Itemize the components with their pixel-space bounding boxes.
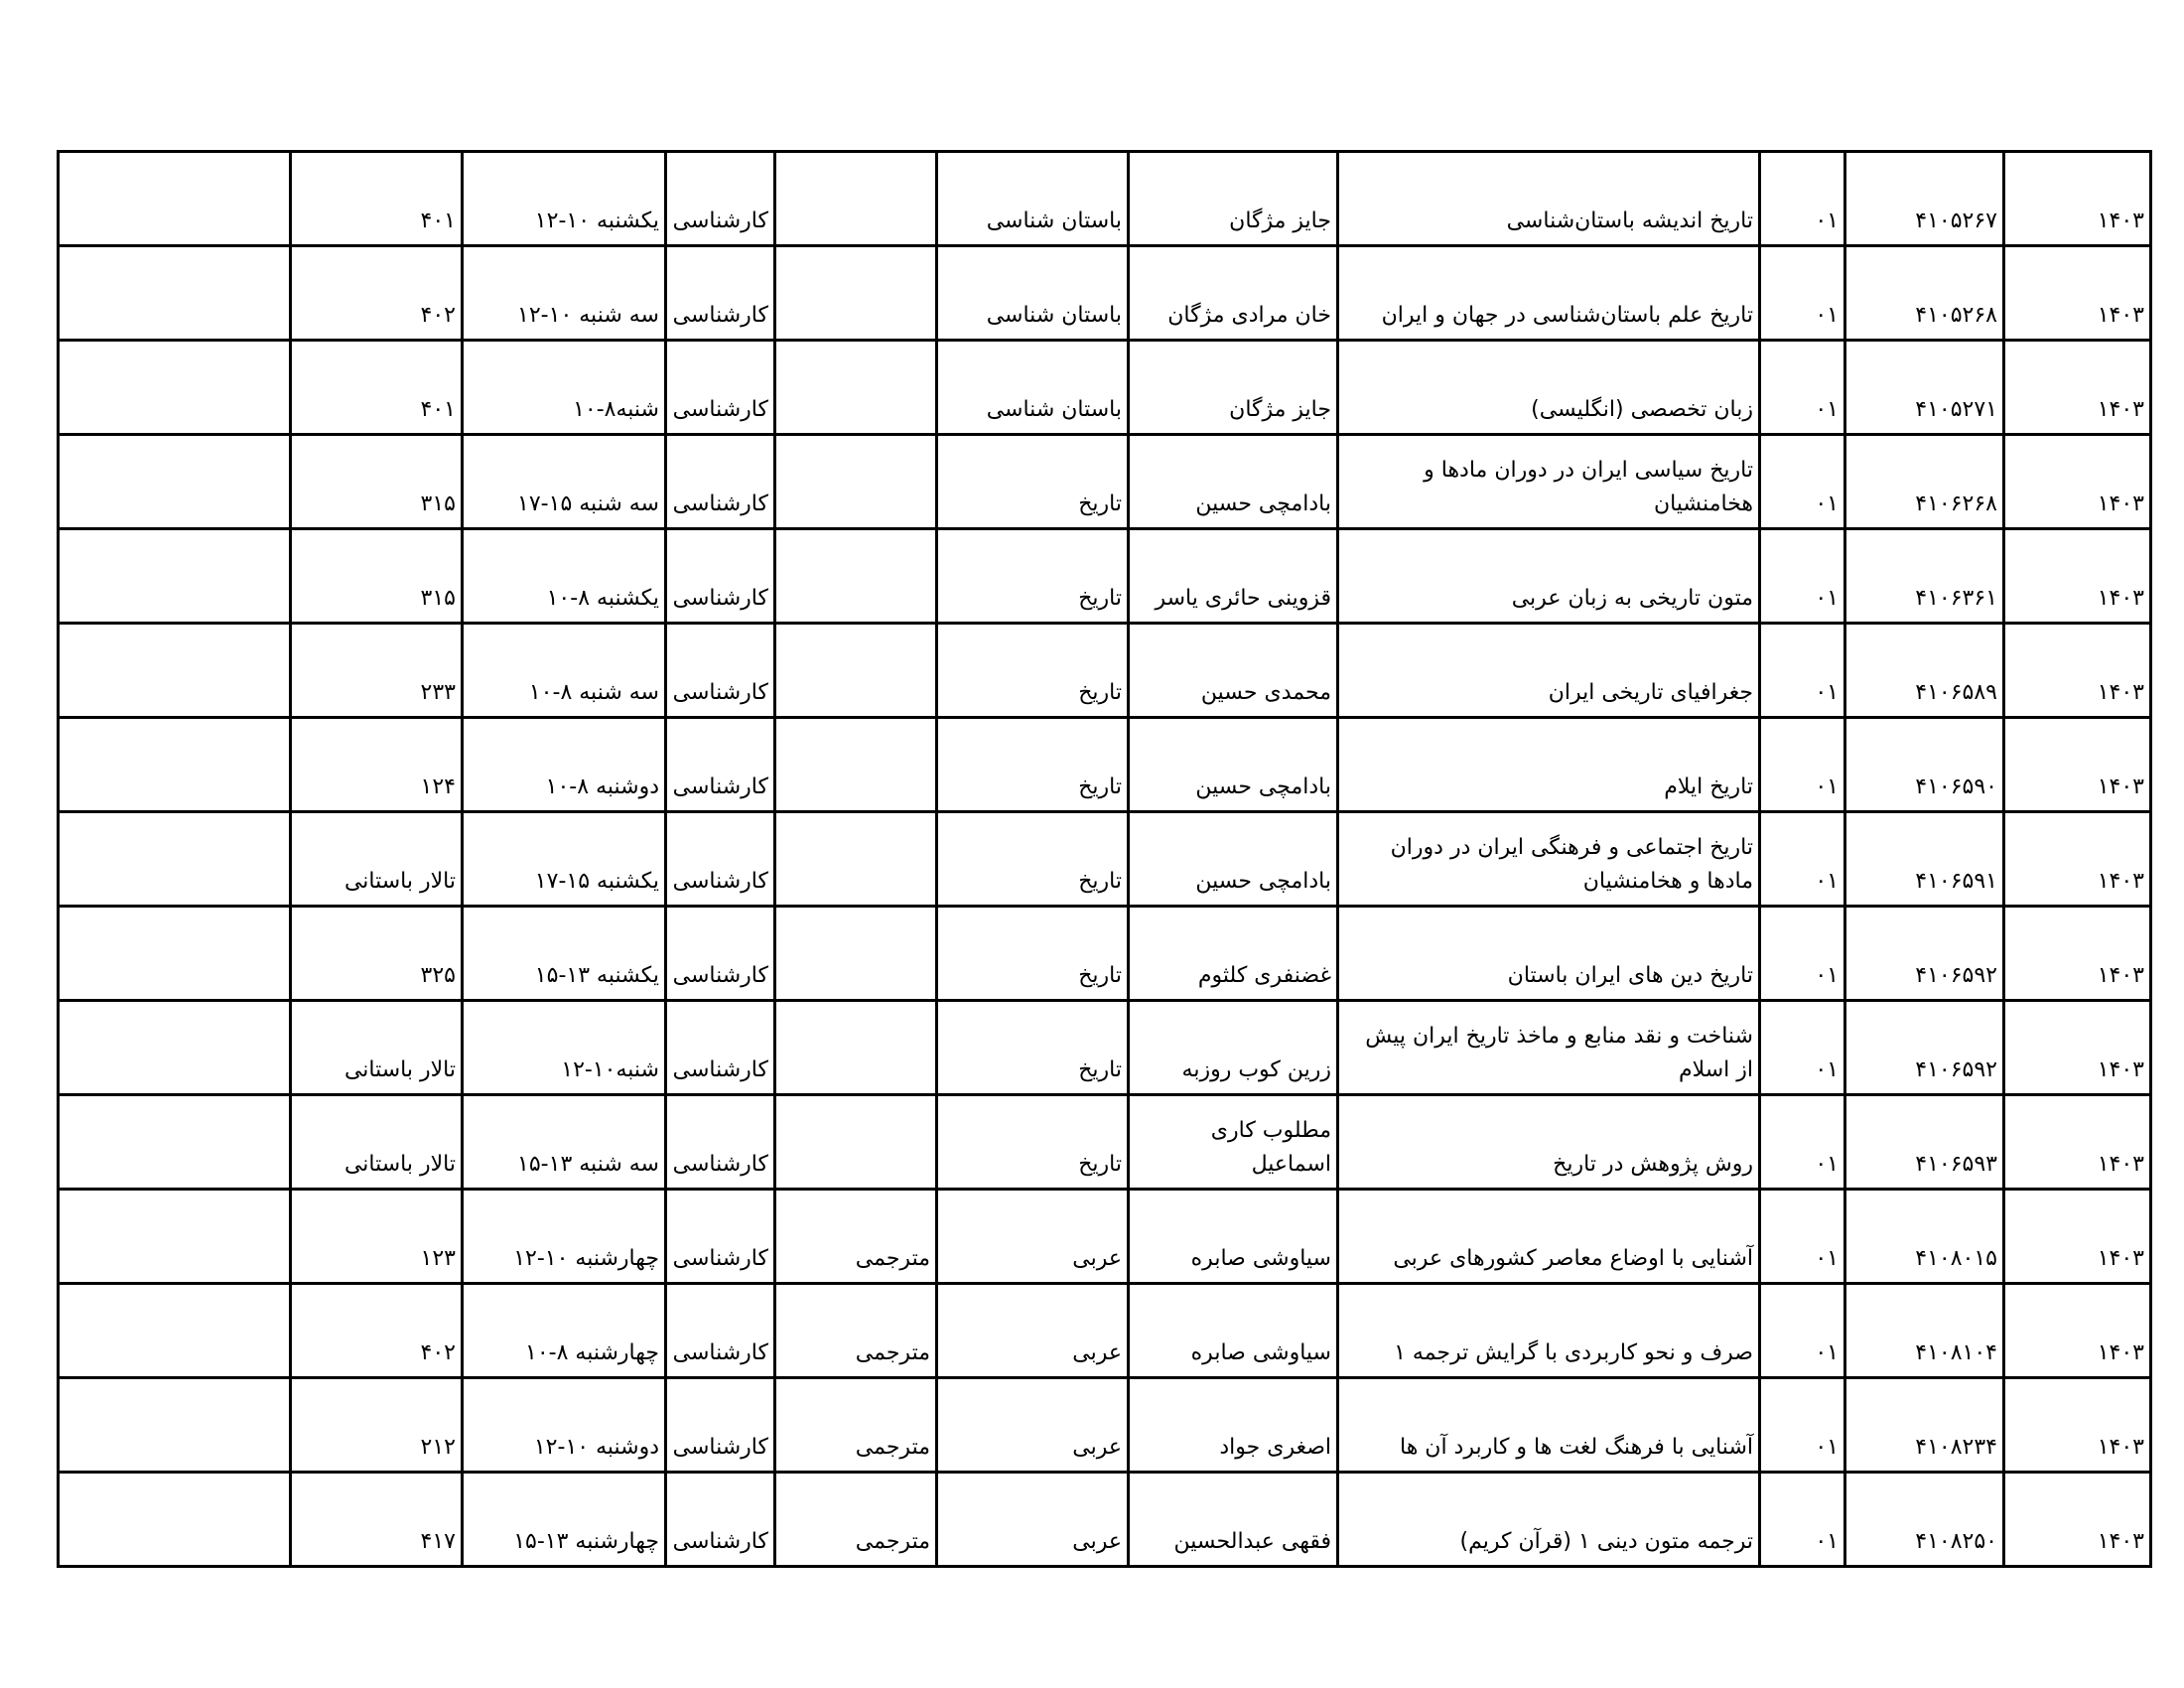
level-cell: کارشناسی (666, 907, 775, 1001)
orientation-cell (775, 812, 937, 907)
group-cell: ۰۱ (1760, 152, 1845, 246)
course-title-cell: تاریخ ایلام (1338, 718, 1760, 812)
group-cell: ۰۱ (1760, 907, 1845, 1001)
field-cell: عربی (937, 1190, 1129, 1284)
note-cell (59, 907, 291, 1001)
instructor-cell: بادامچی حسین (1129, 718, 1338, 812)
room-cell: تالار باستانی (291, 812, 463, 907)
room-cell: ۲۱۲ (291, 1378, 463, 1473)
field-cell: تاریخ (937, 529, 1129, 624)
year-cell: ۱۴۰۳ (2004, 152, 2151, 246)
table-row (59, 1190, 2151, 1284)
time-cell: یکشنبه ۱۰-۱۲ (463, 152, 666, 246)
room-cell: ۴۰۲ (291, 246, 463, 341)
table-row (59, 1284, 2151, 1378)
time-cell: یکشنبه ۱۳-۱۵ (463, 907, 666, 1001)
level-cell: کارشناسی (666, 152, 775, 246)
course-code-cell: ۴۱۰۶۲۶۸ (1845, 435, 2004, 529)
level-cell: کارشناسی (666, 435, 775, 529)
instructor-cell: زرین کوب روزبه (1129, 1001, 1338, 1095)
orientation-cell (775, 341, 937, 435)
table-row (59, 907, 2151, 1001)
orientation-cell: مترجمی (775, 1473, 937, 1567)
note-cell (59, 1378, 291, 1473)
note-cell (59, 246, 291, 341)
note-cell (59, 341, 291, 435)
course-title-cell: ترجمه متون دینی ۱ (قرآن کریم) (1338, 1473, 1760, 1567)
course-code-cell: ۴۱۰۶۳۶۱ (1845, 529, 2004, 624)
field-cell: باستان شناسی (937, 341, 1129, 435)
course-schedule-table (57, 150, 2152, 1568)
time-cell: یکشنبه ۱۵-۱۷ (463, 812, 666, 907)
note-cell (59, 152, 291, 246)
group-cell: ۰۱ (1760, 812, 1845, 907)
time-cell: دوشنبه ۱۰-۱۲ (463, 1378, 666, 1473)
time-cell: سه شنبه ۱۰-۱۲ (463, 246, 666, 341)
level-cell: کارشناسی (666, 1001, 775, 1095)
field-cell: عربی (937, 1284, 1129, 1378)
level-cell: کارشناسی (666, 718, 775, 812)
course-title-cell: روش پژوهش در تاریخ (1338, 1095, 1760, 1190)
room-cell: ۴۱۷ (291, 1473, 463, 1567)
table-row (59, 1378, 2151, 1473)
year-cell: ۱۴۰۳ (2004, 529, 2151, 624)
field-cell: باستان شناسی (937, 246, 1129, 341)
group-cell: ۰۱ (1760, 1095, 1845, 1190)
course-code-cell: ۴۱۰۸۰۱۵ (1845, 1190, 2004, 1284)
field-cell: تاریخ (937, 624, 1129, 718)
year-cell: ۱۴۰۳ (2004, 435, 2151, 529)
course-code-cell: ۴۱۰۵۲۶۷ (1845, 152, 2004, 246)
table-row (59, 812, 2151, 907)
room-cell: ۴۰۱ (291, 341, 463, 435)
course-title-cell: آشنایی با اوضاع معاصر کشورهای عربی (1338, 1190, 1760, 1284)
room-cell: ۱۲۴ (291, 718, 463, 812)
level-cell: کارشناسی (666, 341, 775, 435)
course-code-cell: ۴۱۰۶۵۹۱ (1845, 812, 2004, 907)
time-cell: شنبه۱۰-۱۲ (463, 1001, 666, 1095)
year-cell: ۱۴۰۳ (2004, 246, 2151, 341)
orientation-cell: مترجمی (775, 1190, 937, 1284)
table-row (59, 1001, 2151, 1095)
group-cell: ۰۱ (1760, 1378, 1845, 1473)
group-cell: ۰۱ (1760, 624, 1845, 718)
course-title-cell: تاریخ دین های ایران باستان (1338, 907, 1760, 1001)
time-cell: چهارشنبه ۱۳-۱۵ (463, 1473, 666, 1567)
group-cell: ۰۱ (1760, 718, 1845, 812)
instructor-cell: جایز مژگان (1129, 152, 1338, 246)
time-cell: چهارشنبه ۸-۱۰ (463, 1284, 666, 1378)
room-cell: ۳۲۵ (291, 907, 463, 1001)
group-cell: ۰۱ (1760, 1473, 1845, 1567)
course-title-cell: جغرافیای تاریخی ایران (1338, 624, 1760, 718)
year-cell: ۱۴۰۳ (2004, 1095, 2151, 1190)
group-cell: ۰۱ (1760, 341, 1845, 435)
note-cell (59, 718, 291, 812)
field-cell: تاریخ (937, 1095, 1129, 1190)
time-cell: چهارشنبه ۱۰-۱۲ (463, 1190, 666, 1284)
field-cell: تاریخ (937, 1001, 1129, 1095)
note-cell (59, 1001, 291, 1095)
time-cell: شنبه۸-۱۰ (463, 341, 666, 435)
course-code-cell: ۴۱۰۶۵۹۲ (1845, 1001, 2004, 1095)
level-cell: کارشناسی (666, 1378, 775, 1473)
field-cell: عربی (937, 1378, 1129, 1473)
table-row (59, 718, 2151, 812)
level-cell: کارشناسی (666, 1095, 775, 1190)
table-row (59, 152, 2151, 246)
instructor-cell: مطلوب کاری اسماعیل (1129, 1095, 1338, 1190)
orientation-cell (775, 624, 937, 718)
course-code-cell: ۴۱۰۸۲۵۰ (1845, 1473, 2004, 1567)
group-cell: ۰۱ (1760, 1001, 1845, 1095)
instructor-cell: بادامچی حسین (1129, 812, 1338, 907)
level-cell: کارشناسی (666, 1284, 775, 1378)
group-cell: ۰۱ (1760, 1190, 1845, 1284)
field-cell: تاریخ (937, 718, 1129, 812)
group-cell: ۰۱ (1760, 246, 1845, 341)
course-title-cell: تاریخ علم باستان‌شناسی در جهان و ایران (1338, 246, 1760, 341)
group-cell: ۰۱ (1760, 1284, 1845, 1378)
orientation-cell: مترجمی (775, 1378, 937, 1473)
note-cell (59, 812, 291, 907)
course-code-cell: ۴۱۰۸۲۳۴ (1845, 1378, 2004, 1473)
level-cell: کارشناسی (666, 812, 775, 907)
note-cell (59, 624, 291, 718)
room-cell: ۳۱۵ (291, 529, 463, 624)
room-cell: ۳۱۵ (291, 435, 463, 529)
year-cell: ۱۴۰۳ (2004, 1190, 2151, 1284)
instructor-cell: قزوینی حائری یاسر (1129, 529, 1338, 624)
instructor-cell: خان مرادی مژگان (1129, 246, 1338, 341)
group-cell: ۰۱ (1760, 435, 1845, 529)
level-cell: کارشناسی (666, 529, 775, 624)
time-cell: یکشنبه ۸-۱۰ (463, 529, 666, 624)
instructor-cell: محمدی حسین (1129, 624, 1338, 718)
year-cell: ۱۴۰۳ (2004, 1378, 2151, 1473)
room-cell: ۲۳۳ (291, 624, 463, 718)
course-title-cell: متون تاریخی به زبان عربی (1338, 529, 1760, 624)
group-cell: ۰۱ (1760, 529, 1845, 624)
note-cell (59, 529, 291, 624)
year-cell: ۱۴۰۳ (2004, 907, 2151, 1001)
year-cell: ۱۴۰۳ (2004, 341, 2151, 435)
table-body (59, 152, 2151, 1567)
room-cell: تالار باستانی (291, 1001, 463, 1095)
table-row (59, 529, 2151, 624)
table-row (59, 1095, 2151, 1190)
instructor-cell: غضنفری کلثوم (1129, 907, 1338, 1001)
instructor-cell: اصغری جواد (1129, 1378, 1338, 1473)
course-title-cell: تاریخ اندیشه باستان‌شناسی (1338, 152, 1760, 246)
table-row (59, 435, 2151, 529)
note-cell (59, 435, 291, 529)
orientation-cell (775, 907, 937, 1001)
field-cell: باستان شناسی (937, 152, 1129, 246)
level-cell: کارشناسی (666, 1190, 775, 1284)
time-cell: دوشنبه ۸-۱۰ (463, 718, 666, 812)
orientation-cell (775, 1095, 937, 1190)
course-code-cell: ۴۱۰۵۲۷۱ (1845, 341, 2004, 435)
orientation-cell: مترجمی (775, 1284, 937, 1378)
year-cell: ۱۴۰۳ (2004, 812, 2151, 907)
year-cell: ۱۴۰۳ (2004, 718, 2151, 812)
time-cell: سه شنبه ۱۳-۱۵ (463, 1095, 666, 1190)
orientation-cell (775, 152, 937, 246)
level-cell: کارشناسی (666, 246, 775, 341)
orientation-cell (775, 435, 937, 529)
time-cell: سه شنبه ۱۵-۱۷ (463, 435, 666, 529)
table-row (59, 341, 2151, 435)
course-code-cell: ۴۱۰۶۵۹۰ (1845, 718, 2004, 812)
field-cell: تاریخ (937, 907, 1129, 1001)
course-code-cell: ۴۱۰۸۱۰۴ (1845, 1284, 2004, 1378)
instructor-cell: سیاوشی صابره (1129, 1190, 1338, 1284)
level-cell: کارشناسی (666, 1473, 775, 1567)
field-cell: عربی (937, 1473, 1129, 1567)
course-code-cell: ۴۱۰۶۵۸۹ (1845, 624, 2004, 718)
instructor-cell: سیاوشی صابره (1129, 1284, 1338, 1378)
course-title-cell: شناخت و نقد منابع و ماخذ تاریخ ایران پیش از اسلام (1338, 1001, 1760, 1095)
instructor-cell: جایز مژگان (1129, 341, 1338, 435)
room-cell: ۴۰۲ (291, 1284, 463, 1378)
course-title-cell: آشنایی با فرهنگ لغت ها و کاربرد آن ها (1338, 1378, 1760, 1473)
note-cell (59, 1095, 291, 1190)
time-cell: سه شنبه ۸-۱۰ (463, 624, 666, 718)
orientation-cell (775, 1001, 937, 1095)
course-title-cell: زبان تخصصی (انگلیسی) (1338, 341, 1760, 435)
year-cell: ۱۴۰۳ (2004, 1473, 2151, 1567)
field-cell: تاریخ (937, 812, 1129, 907)
orientation-cell (775, 246, 937, 341)
room-cell: ۱۲۳ (291, 1190, 463, 1284)
instructor-cell: بادامچی حسین (1129, 435, 1338, 529)
table-row (59, 246, 2151, 341)
year-cell: ۱۴۰۳ (2004, 1284, 2151, 1378)
course-title-cell: صرف و نحو کاربردی با گرایش ترجمه ۱ (1338, 1284, 1760, 1378)
course-title-cell: تاریخ سیاسی ایران در دوران مادها و هخامنشیان (1338, 435, 1760, 529)
year-cell: ۱۴۰۳ (2004, 1001, 2151, 1095)
orientation-cell (775, 529, 937, 624)
course-title-cell: تاریخ اجتماعی و فرهنگی ایران در دوران مادها و هخامنشیان (1338, 812, 1760, 907)
note-cell (59, 1190, 291, 1284)
note-cell (59, 1284, 291, 1378)
year-cell: ۱۴۰۳ (2004, 624, 2151, 718)
orientation-cell (775, 718, 937, 812)
course-code-cell: ۴۱۰۶۵۹۳ (1845, 1095, 2004, 1190)
room-cell: ۴۰۱ (291, 152, 463, 246)
field-cell: تاریخ (937, 435, 1129, 529)
course-code-cell: ۴۱۰۶۵۹۲ (1845, 907, 2004, 1001)
table-row (59, 1473, 2151, 1567)
level-cell: کارشناسی (666, 624, 775, 718)
instructor-cell: فقهی عبدالحسین (1129, 1473, 1338, 1567)
room-cell: تالار باستانی (291, 1095, 463, 1190)
course-code-cell: ۴۱۰۵۲۶۸ (1845, 246, 2004, 341)
note-cell (59, 1473, 291, 1567)
table-row (59, 624, 2151, 718)
